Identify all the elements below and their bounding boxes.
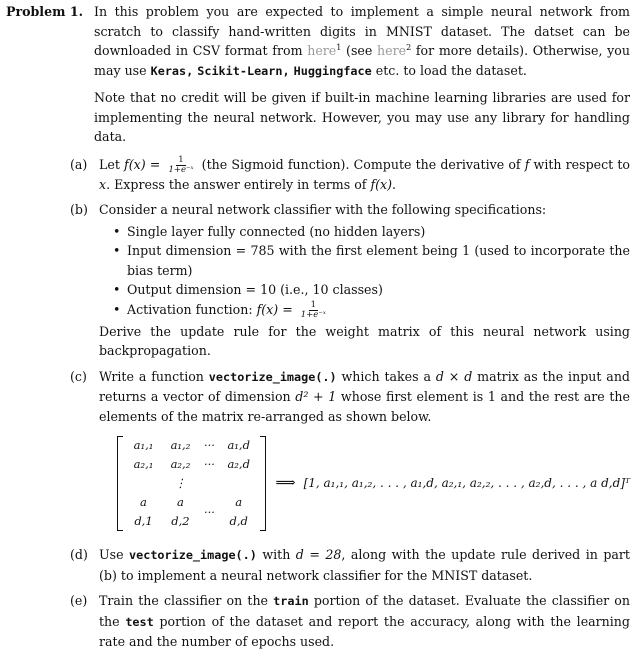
bullet-icon: •	[113, 282, 121, 297]
spec-text	[127, 300, 630, 320]
right-bracket	[260, 436, 266, 531]
part-b-outro: Derive the update rule for the weight matrix of this neural network using backpropagation.	[99, 323, 630, 358]
text: which takes a	[336, 368, 436, 384]
spec-text: Single layer fully connected (no hidden layers)	[127, 223, 426, 239]
matrix	[117, 436, 266, 531]
problem-body	[94, 2, 630, 147]
math-x: x	[99, 176, 107, 192]
fraction-numerator: 1	[310, 299, 317, 310]
matrix-cell: a d,1	[134, 495, 153, 528]
text: (the Sigmoid function). Compute the derivative of	[197, 156, 525, 172]
intro-paragraph	[94, 2, 630, 81]
matrix-cell: a₁,₁	[133, 438, 154, 452]
math-eq: =	[145, 156, 165, 172]
left-bracket	[117, 436, 123, 531]
matrix-cell	[199, 474, 220, 493]
fraction-numerator: 1	[178, 154, 184, 165]
note-paragraph: Note that no credit will be given if built-in machine learning libraries are used for implementing the neural network. However, you may use any library for handling data.	[94, 90, 630, 144]
part-letter: (e)	[70, 593, 88, 608]
part-letter: (c)	[70, 368, 87, 384]
intro-text: (see	[341, 43, 378, 58]
text: . Express the answer entirely in terms of	[106, 176, 371, 192]
text: Activation function:	[127, 301, 257, 317]
matrix-row	[125, 455, 258, 474]
problem-block	[6, 2, 630, 147]
part-b	[70, 200, 630, 361]
part-a	[70, 155, 630, 195]
intro-text: In this problem you are expected to implement a simple neural network from scratch to classify hand-written digits in MNIST dataset. The datset can be downloaded in CSV format from	[94, 4, 630, 58]
text: with	[256, 547, 296, 562]
math-fx: f(x)	[256, 301, 279, 317]
part-letter: (d)	[70, 547, 88, 562]
document-page	[6, 2, 630, 658]
part-letter: (b)	[70, 202, 88, 217]
part-c-text	[99, 367, 630, 540]
math-dxd: d × d	[435, 368, 473, 384]
text: Use	[99, 547, 130, 562]
text: .	[392, 176, 397, 192]
intro-text: etc. to load the dataset.	[371, 62, 527, 78]
text: portion of the dataset. Evaluate the classifier on the	[99, 593, 631, 629]
math-fx: f(x)	[370, 176, 393, 192]
matrix-cell: a d,d	[229, 495, 248, 528]
part-b-text	[99, 200, 630, 361]
footnote-marker: 1	[336, 42, 342, 52]
list-item	[113, 241, 630, 280]
problem-label: Problem 1.	[6, 4, 83, 19]
function-name: vectorize_image(.)	[208, 369, 337, 384]
bullet-icon: •	[113, 301, 121, 317]
matrix-row	[125, 474, 258, 493]
details-link[interactable]: here	[377, 43, 407, 58]
part-e-text	[99, 591, 630, 652]
dataset-link[interactable]: here	[307, 43, 337, 58]
part-c-description	[99, 367, 630, 427]
part-a-text	[99, 155, 630, 195]
math-fx: f(x)	[124, 156, 146, 172]
text: matrix as the input and returns a vector of dimension	[99, 368, 630, 404]
matrix-cell: a₁,d	[227, 438, 250, 452]
matrix-cell: a₁,₂	[170, 438, 191, 452]
fraction-denominator: 1+e⁻ˣ	[168, 164, 194, 175]
math-f: f	[524, 156, 530, 172]
math-dimension: d² + 1	[295, 389, 337, 404]
parts-list	[70, 155, 630, 652]
list-item	[113, 280, 630, 300]
matrix-row	[125, 436, 258, 455]
implies-arrow-icon: ⟹	[275, 474, 296, 491]
matrix-cell: a d,2	[171, 495, 190, 528]
part-letter: (a)	[70, 156, 88, 172]
matrix-cell: ⋮	[174, 476, 187, 490]
part-b-intro: Consider a neural network classifier with the following specifications:	[99, 202, 547, 217]
matrix-cell	[220, 474, 258, 493]
part-c	[70, 367, 630, 540]
output-vector: [1, a₁,₁, a₁,₂, . . . , a₁,d, a₂,₁, a₂,₂, . . . , a₂,d, . . . , a d,d]ᵀ	[303, 475, 630, 490]
bullet-icon: •	[113, 243, 121, 258]
spec-list	[99, 222, 630, 320]
text: portion of the dataset and report the accuracy, along with the learning rate and the number of epochs used.	[99, 613, 630, 649]
math-eq: =	[278, 301, 297, 317]
part-e	[70, 591, 630, 652]
library-scikit: Scikit-Learn,	[197, 63, 290, 78]
matrix-cell: a₂,₂	[170, 457, 191, 471]
text: Let	[99, 156, 125, 172]
text: , along with the update rule derived in part (b) to implement a neural network classifier for the MNIST dataset.	[99, 547, 630, 583]
library-huggingface: Huggingface	[293, 63, 372, 78]
library-keras: Keras,	[150, 63, 194, 78]
part-d-text	[99, 545, 630, 585]
function-name: vectorize_image(.)	[129, 548, 257, 562]
matrix-cell: ···	[203, 438, 215, 452]
matrix-equation	[117, 436, 630, 531]
fraction-denominator: 1+e⁻ˣ	[300, 309, 326, 320]
list-item	[113, 222, 630, 242]
keyword-test: test	[125, 614, 154, 629]
text: Train the classifier on the	[99, 593, 274, 608]
matrix-cell: ···	[203, 457, 215, 471]
sigmoid-fraction	[299, 301, 328, 320]
text: whose first element is 1 and the rest are the elements of the matrix re-arranged as shown below.	[99, 389, 631, 424]
text: with respect to	[529, 156, 631, 172]
matrix-cell: a₂,₁	[133, 457, 154, 471]
bullet-icon: •	[113, 223, 121, 239]
part-d	[70, 545, 630, 585]
matrix-cell: a₂,d	[227, 457, 250, 471]
matrix-cell	[125, 474, 162, 493]
spec-text: Input dimension = 785 with the first element being 1 (used to incorporate the bias term)	[127, 243, 630, 278]
matrix-row	[125, 493, 258, 531]
text: Write a function	[99, 368, 209, 384]
matrix-table	[125, 436, 258, 531]
spec-text: Output dimension = 10 (i.e., 10 classes)	[127, 282, 383, 297]
list-item	[113, 300, 630, 320]
keyword-train: train	[273, 594, 309, 608]
sigmoid-fraction	[166, 156, 195, 175]
footnote-marker: 2	[406, 42, 412, 52]
math-d-value: d = 28	[295, 547, 342, 562]
matrix-cell: ···	[203, 504, 215, 519]
intro-text: for more details). Otherwise, you may use	[94, 43, 630, 78]
